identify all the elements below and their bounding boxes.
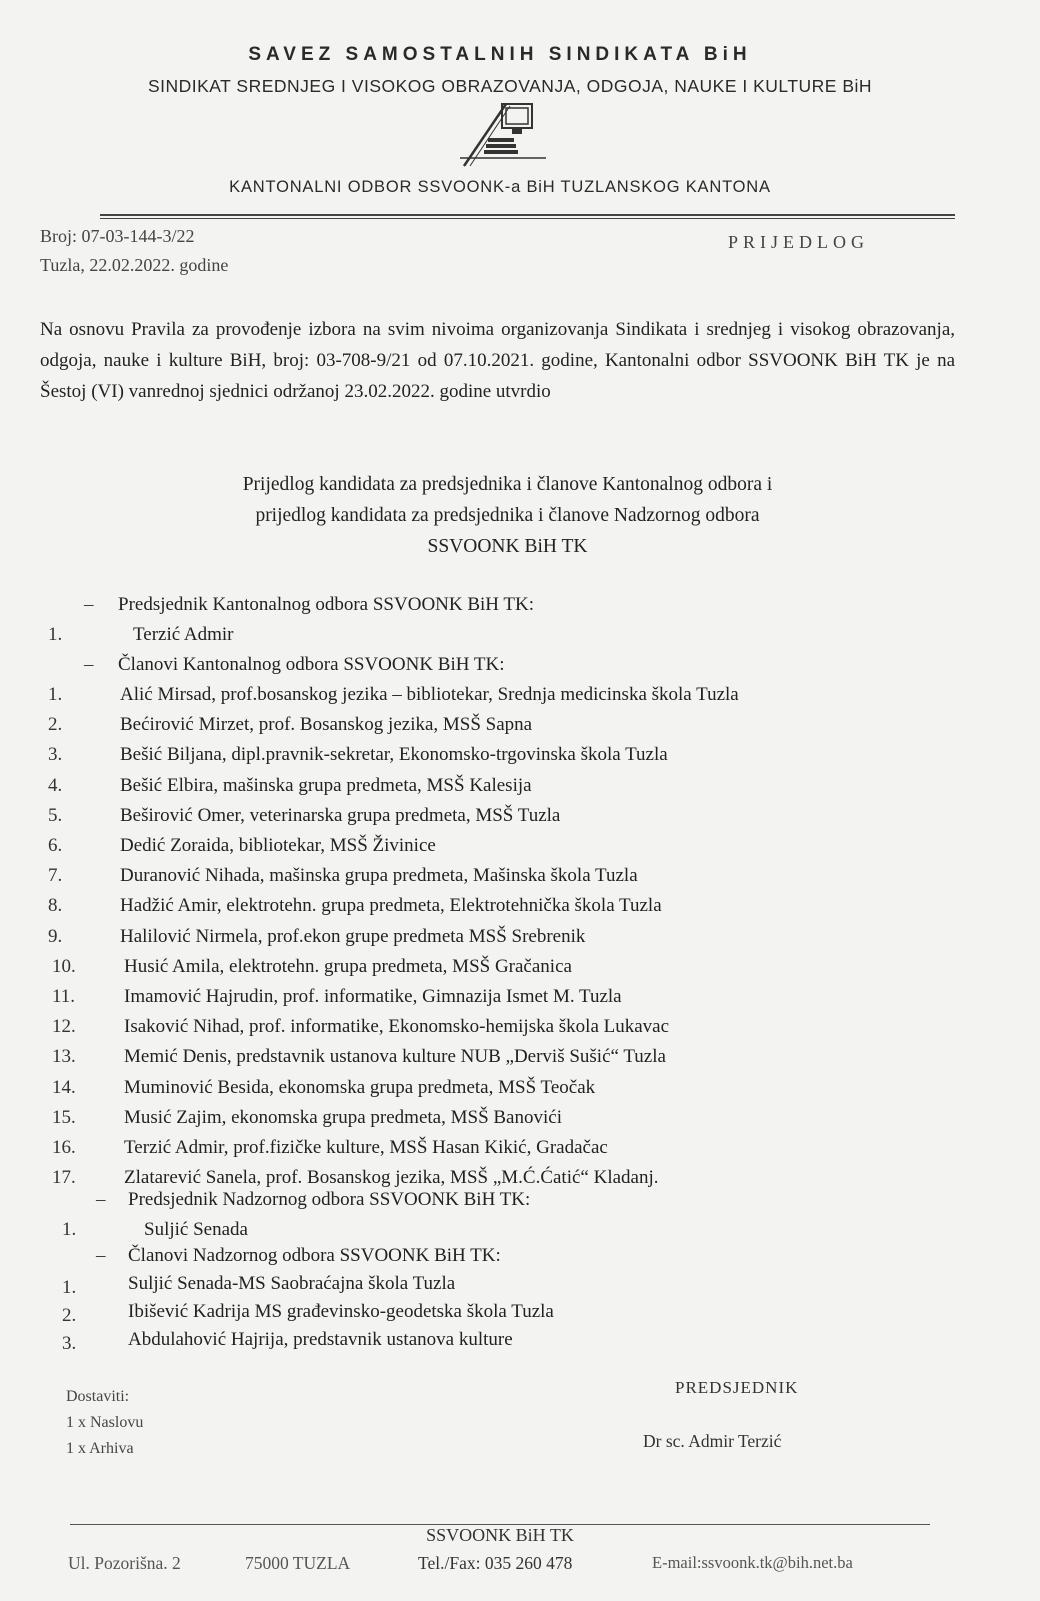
- header-union-name: SAVEZ SAMOSTALNIH SINDIKATA BiH: [248, 44, 752, 65]
- list-number: 17.: [52, 1167, 76, 1189]
- list-number: 4.: [48, 774, 63, 796]
- union-logo: [460, 100, 550, 170]
- header-divider: [100, 214, 955, 216]
- kantonalni-odbor-members-heading: Članovi Kantonalnog odbora SSVOONK BiH TK:: [118, 654, 505, 675]
- bullet-dash: –: [84, 594, 94, 615]
- delivery-item: 1 x Arhiva: [66, 1440, 134, 1457]
- nadzorni-odbor-president-heading: Predsjednik Nadzornog odbora SSVOONK BiH TK:: [128, 1189, 531, 1211]
- nadzorni-odbor-member: Ibišević Kadrija MS građevinsko-geodetska škola Tuzla: [128, 1301, 554, 1323]
- footer-phone: Tel./Fax: 035 260 478: [418, 1553, 573, 1573]
- kantonalni-odbor-member: Duranović Nihada, mašinska grupa predmeta, Mašinska škola Tuzla: [120, 865, 638, 887]
- kantonalni-odbor-member: Beširović Omer, veterinarska grupa predmeta, MSŠ Tuzla: [120, 804, 561, 826]
- list-number: 7.: [48, 865, 63, 887]
- kantonalni-odbor-member: Musić Zajim, ekonomska grupa predmeta, MSŠ Banovići: [124, 1106, 562, 1128]
- list-number: 15.: [52, 1106, 76, 1128]
- kantonalni-odbor-member: Terzić Admir, prof.fizičke kulture, MSŠ Hasan Kikić, Gradačac: [124, 1137, 608, 1158]
- kantonalni-odbor-member: Isaković Nihad, prof. informatike, Ekonomsko-hemijska škola Lukavac: [124, 1016, 670, 1038]
- footer-city: 75000 TUZLA: [245, 1553, 351, 1573]
- document-number: Broj: 07-03-144-3/22: [40, 226, 195, 246]
- document-date: Tuzla, 22.02.2022. godine: [40, 255, 229, 275]
- list-number: 1.: [62, 1277, 77, 1299]
- list-number: 6.: [48, 835, 63, 856]
- kantonalni-odbor-member: Memić Denis, predstavnik ustanova kulture NUB „Derviš Sušić“ Tuzla: [124, 1046, 666, 1068]
- kantonalni-odbor-member: Imamović Hajrudin, prof. informatike, Gimnazija Ismet M. Tuzla: [124, 986, 622, 1007]
- intro-paragraph: Na osnovu Pravila za provođenje izbora na svim nivoima organizovanja Sindikata i srednjeg i visokog obrazovanja, odgoja, nauke i kulture BiH, broj: 03-708-9/21 od 07.10.2021. godine, Kantonalni odbor SSVOONK BiH TK je na Šestoj (VI) vanrednoj sjednici održanoj 23.02.2022. godine utvrdio: [40, 319, 955, 402]
- footer-org: SSVOONK BiH TK: [426, 1525, 574, 1545]
- list-number: 14.: [52, 1076, 76, 1098]
- list-number: 8.: [48, 895, 63, 917]
- header-sindikat-name: SINDIKAT SREDNJEG I VISOKOG OBRAZOVANJA, ODGOJA, NAUKE I KULTURE BiH: [147, 76, 873, 96]
- signature-role: PREDSJEDNIK: [675, 1378, 799, 1397]
- nadzorni-odbor-president-name: Suljić Senada: [144, 1219, 248, 1241]
- nadzorni-odbor-members-heading: Članovi Nadzornog odbora SSVOONK BiH TK:: [128, 1245, 501, 1267]
- kantonalni-odbor-president-heading: Predsjednik Kantonalnog odbora SSVOONK BiH TK:: [118, 594, 535, 615]
- kantonalni-odbor-member: Alić Mirsad, prof.bosanskog jezika – bibliotekar, Srednja medicinska škola Tuzla: [120, 684, 739, 705]
- bullet-dash: –: [96, 1189, 106, 1211]
- list-number: 1.: [62, 1219, 77, 1241]
- title-line-3: SSVOONK BiH TK: [427, 536, 588, 557]
- kantonalni-odbor-member: Bećirović Mirzet, prof. Bosanskog jezika, MSŠ Sapna: [120, 714, 533, 736]
- list-number: 2.: [62, 1305, 77, 1327]
- list-number: 16.: [52, 1137, 76, 1158]
- kantonalni-odbor-member: Hadžić Amir, elektrotehn. grupa predmeta, Elektrotehnička škola Tuzla: [120, 895, 662, 917]
- list-number: 5.: [48, 804, 63, 826]
- bullet-dash: –: [96, 1245, 106, 1267]
- list-number: 3.: [62, 1333, 77, 1355]
- header-cantonal-board: KANTONALNI ODBOR SSVOONK-a BiH TUZLANSKOG KANTONA: [229, 178, 771, 196]
- title-line-2: prijedlog kandidata za predsjednika i članove Nadzornog odbora: [255, 505, 760, 526]
- list-number: 12.: [52, 1016, 76, 1038]
- kantonalni-odbor-member: Bešić Biljana, dipl.pravnik-sekretar, Ekonomsko-trgovinska škola Tuzla: [120, 744, 668, 766]
- header-divider-thin: [100, 218, 955, 219]
- list-number: 10.: [52, 955, 76, 977]
- footer-address: Ul. Pozorišna. 2: [68, 1553, 181, 1573]
- list-number: 1.: [48, 624, 63, 645]
- title-line-1: Prijedlog kandidata za predsjednika i članove Kantonalnog odbora i: [242, 474, 773, 495]
- bullet-dash: –: [84, 654, 94, 675]
- kantonalni-odbor-member: Halilović Nirmela, prof.ekon grupe predmeta MSŠ Srebrenik: [120, 925, 586, 947]
- nadzorni-odbor-member: Abdulahović Hajrija, predstavnik ustanova kulture: [128, 1329, 513, 1351]
- list-number: 3.: [48, 744, 63, 766]
- kantonalni-odbor-member: Bešić Elbira, mašinska grupa predmeta, MSŠ Kalesija: [120, 774, 532, 796]
- kantonalni-odbor-member: Muminović Besida, ekonomska grupa predmeta, MSŠ Teočak: [124, 1076, 596, 1098]
- kantonalni-odbor-president-name: Terzić Admir: [133, 624, 234, 645]
- signature-name: Dr sc. Admir Terzić: [643, 1431, 782, 1451]
- nadzorni-odbor-member: Suljić Senada-MS Saobraćajna škola Tuzla: [128, 1273, 456, 1295]
- list-number: 11.: [52, 986, 76, 1007]
- footer-email: E-mail:ssvoonk.tk@bih.net.ba: [652, 1553, 853, 1572]
- document-type: PRIJEDLOG: [728, 232, 870, 252]
- list-number: 9.: [48, 925, 63, 947]
- delivery-item: 1 x Naslovu: [66, 1414, 144, 1431]
- list-number: 1.: [48, 684, 63, 705]
- list-number: 13.: [52, 1046, 76, 1068]
- kantonalni-odbor-member: Dedić Zoraida, bibliotekar, MSŠ Živinice: [120, 835, 436, 856]
- delivery-label: Dostaviti:: [66, 1388, 130, 1405]
- kantonalni-odbor-member: Zlatarević Sanela, prof. Bosanskog jezika, MSŠ „M.Ć.Ćatić“ Kladanj.: [124, 1167, 659, 1189]
- kantonalni-odbor-member: Husić Amila, elektrotehn. grupa predmeta, MSŠ Gračanica: [124, 955, 572, 977]
- list-number: 2.: [48, 714, 63, 736]
